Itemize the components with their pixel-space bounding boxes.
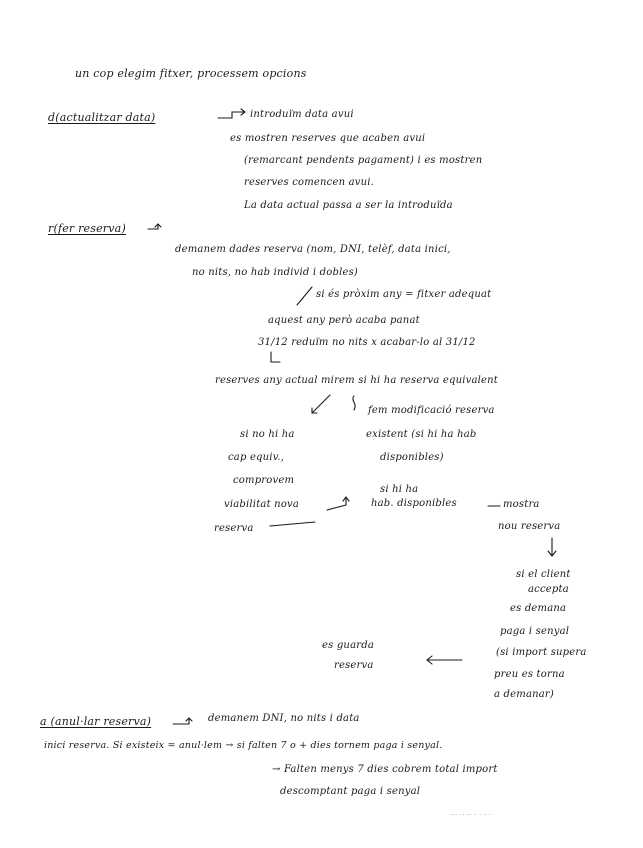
brace-right-branch [353, 396, 355, 410]
d-line-5: La data actual passa a ser la introduïda [244, 200, 453, 211]
no-equiv-3: comprovem [233, 475, 295, 486]
r-line-1: demanem dades reserva (nom, DNI, telèf, data inici, [175, 244, 451, 255]
arrow-d-to-intro [218, 112, 245, 118]
avail-2: hab. disponibles [371, 498, 457, 509]
arrow-left-branch-head [312, 408, 317, 413]
arrow-viabilitat [327, 498, 346, 510]
arrow-a [173, 718, 189, 724]
r-line-2: no nits, no hab individ i dobles) [192, 267, 359, 278]
d-line-4: reserves comencen avui. [244, 177, 375, 188]
a-line-1: demanem DNI, no nits i data [208, 713, 360, 724]
r-line-6: reserves any actual mirem si hi ha reserva equivalent [215, 375, 499, 386]
client-3: es demana [510, 603, 567, 614]
faint-footer-marks: ··· ·· ·· · · · · [450, 811, 492, 819]
client-2: accepta [528, 584, 569, 595]
client-5: (si import supera [496, 647, 587, 658]
a-section-label: a (anul·lar reserva) [40, 715, 152, 728]
arrow-left-branch [312, 395, 330, 413]
a-line-3: → Falten menys 7 dies cobrem total import [272, 764, 498, 775]
client-7: a demanar) [494, 689, 554, 700]
client-4: paga i senyal [500, 626, 570, 637]
intro-line: un cop elegim fitxer, processem opcions [75, 67, 307, 80]
r-section-label: r(fer reserva) [48, 222, 126, 235]
arrow-31-12 [271, 352, 280, 362]
d-line-2: es mostren reserves que acaben avui [230, 133, 426, 144]
no-equiv-5: reserva [214, 523, 254, 534]
avail-1: si hi ha [380, 484, 419, 495]
d-line-3: (remarcant pendents pagament) i es mostren [244, 155, 483, 166]
saved-2: reserva [334, 660, 374, 671]
arrow-r-head [155, 224, 161, 227]
d-section-label: d(actualitzar data) [48, 111, 156, 124]
r-line-4: aquest any però acaba panat [268, 315, 420, 326]
client-6: preu es torna [494, 669, 565, 680]
underline-viabilitat [270, 522, 315, 526]
arrow-r [148, 224, 158, 229]
arrow-pyear [297, 287, 312, 305]
d-line-1: introduïm data avui [250, 109, 354, 120]
modify-3: disponibles) [380, 452, 444, 463]
a-line-2: inici reserva. Si existeix = anul·lem → si falten 7 o + dies tornem paga i senyal. [44, 740, 443, 751]
no-equiv-1: si no hi ha [240, 429, 295, 440]
a-line-4: descomptant paga i senyal [280, 786, 421, 797]
r-line-3: si és pròxim any = fitxer adequat [316, 289, 492, 300]
r-line-5: 31/12 reduïm no nits x acabar-lo al 31/12 [258, 337, 476, 348]
no-equiv-2: cap equiv., [228, 452, 285, 463]
arrow-to-guarda-head [427, 656, 432, 664]
arrow-a-head [186, 718, 192, 721]
shows-text: mostra [503, 499, 540, 510]
client-1: si el client [516, 569, 571, 580]
saved-1: es guarda [322, 640, 374, 651]
modify-2: existent (si hi ha hab [366, 429, 477, 440]
arrow-d-head [241, 109, 245, 115]
new-reservation: nou reserva [498, 521, 561, 532]
modify-1: fem modificació reserva [368, 405, 495, 416]
arrow-down-client-head [548, 551, 556, 556]
no-equiv-4: viabilitat nova [224, 499, 300, 510]
arrow-viabilitat-head [343, 497, 349, 501]
